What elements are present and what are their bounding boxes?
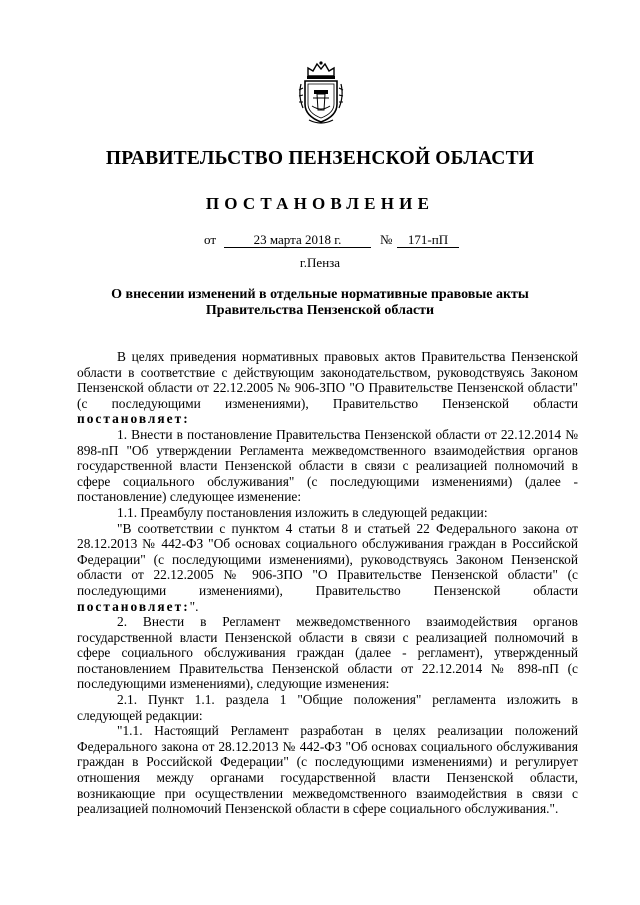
title-line-1: О внесении изменений в отдельные нормативные правовые акты bbox=[111, 287, 529, 302]
paragraph-item-1-1: 1.1. Преамбулу постановления изложить в следующей редакции: bbox=[117, 504, 488, 520]
number-prefix: № bbox=[380, 232, 393, 247]
document-type: ПОСТАНОВЛЕНИЕ bbox=[205, 194, 435, 213]
paragraph-text: В целях приведения нормативных правовых актов Правительства Пензенской области в соответствие с действующим законодательством, руководствуясь Законом Пензенской области от 22.12.2005 № 906-ЗПО "О Правительстве Пензенской области" (с последующими изменениями), Правительство Пензенской области bbox=[77, 349, 578, 411]
emphasis-text: постановляет: bbox=[77, 598, 190, 614]
document-body bbox=[77, 349, 578, 817]
paragraph-item-2: 2. Внести в Регламент межведомственного взаимодействия органов государственной власти Пензенской области в связи с реализацией полномочий в сфере социального обслуживания граждан (далее - регламент), утвержденный постановлением Правительства Пензенской области от 22.12.2014 № 898-пП (с последующими изменениями), следующие изменения: bbox=[77, 614, 578, 692]
paragraph-item-1: 1. Внести в постановление Правительства Пензенской области от 22.12.2014 № 898-пП "Об утверждении Регламента межведомственного взаимодействия органов государственной власти Пензенской области в связи с реализацией полномочий в сфере социального обслуживания" (с последующими изменениями) (далее - постановление) следующее изменение: bbox=[77, 426, 578, 505]
paragraph-quote-1-1: "1.1. Настоящий Регламент разработан в целях реализации положений Федерального закона от 28.12.2013 № 442-ФЗ "Об основах социального обслуживания граждан в Российской Федерации" (с последующими изменениями) и регулирует отношения между органами государственной власти Пензенской области, возникающие при осуществлении межведомственного взаимодействия в связи с реализацией полномочий Пензенской области в сфере социального обслуживания.". bbox=[77, 723, 578, 817]
document-number: 171-пП bbox=[397, 232, 459, 248]
coat-of-arms-icon bbox=[295, 60, 347, 126]
paragraph-preamble bbox=[77, 349, 578, 427]
paragraph-quote-preamble bbox=[77, 521, 578, 615]
paragraph-tail: ". bbox=[189, 598, 199, 614]
document-title bbox=[60, 287, 580, 319]
paragraph-text: "В соответствии с пунктом 4 статьи 8 и статьей 22 Федерального закона от 28.12.2013 № 442-ФЗ "Об основах социального обслуживания граждан в Российской Федерации" (с последующими изменениями), руководствуясь Законом Пензенской области от 22.12.2005 № 906-ЗПО "О Правительстве Пензенской области" (с последующими изменениями), Правительство Пензенской области bbox=[77, 520, 578, 598]
city: г.Пенза bbox=[299, 255, 341, 270]
date-prefix: от bbox=[204, 232, 217, 247]
paragraph-item-2-1: 2.1. Пункт 1.1. раздела 1 "Общие положения" регламента изложить в следующей редакции: bbox=[77, 692, 578, 723]
government-name: ПРАВИТЕЛЬСТВО ПЕНЗЕНСКОЙ ОБЛАСТИ bbox=[105, 148, 535, 169]
document-date: 23 марта 2018 г. bbox=[224, 232, 371, 248]
emphasis-text: постановляет: bbox=[77, 411, 190, 427]
title-line-2: Правительства Пензенской области bbox=[205, 303, 435, 318]
